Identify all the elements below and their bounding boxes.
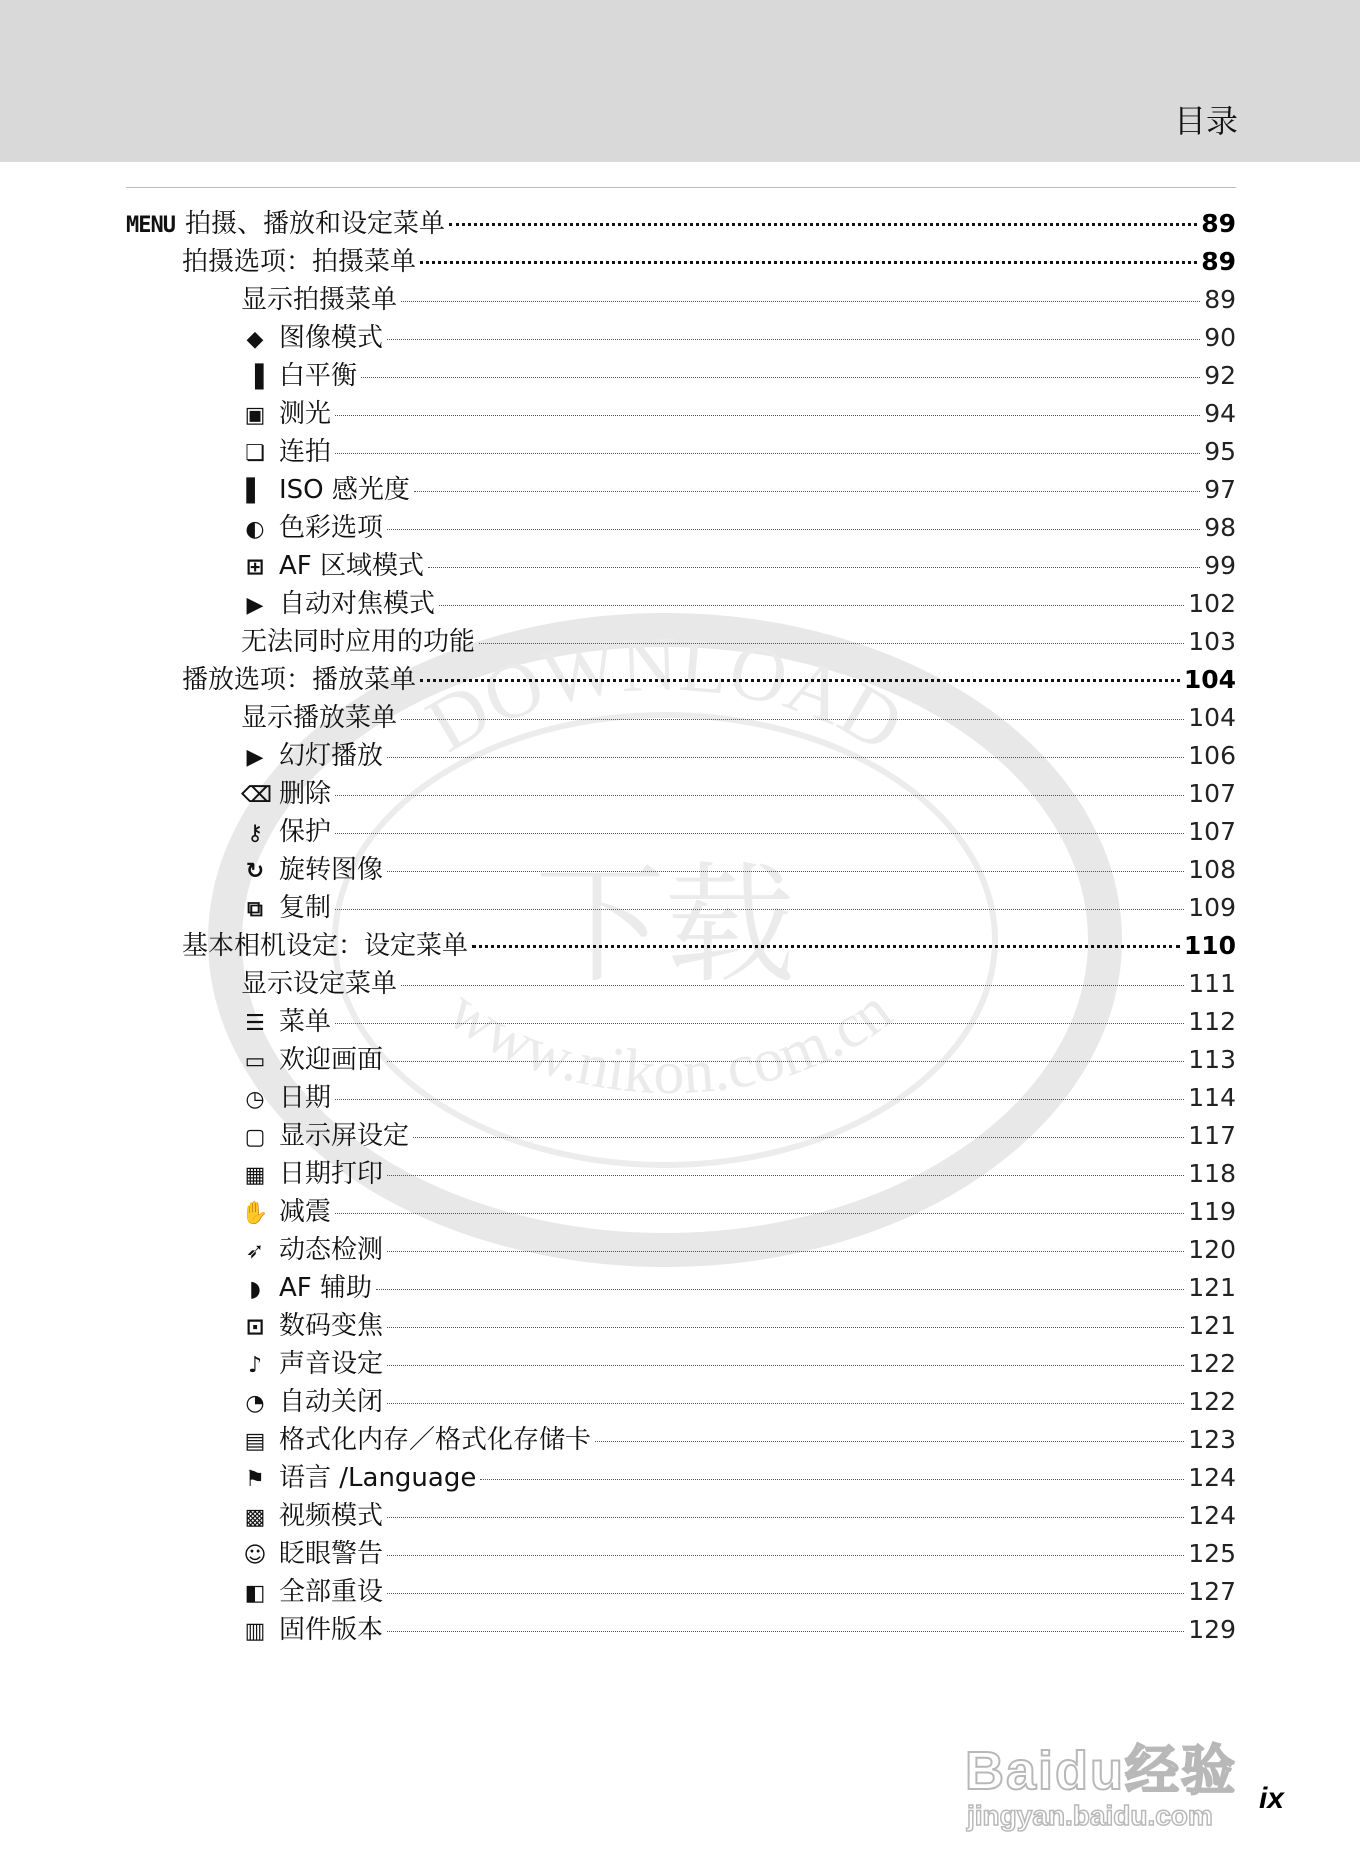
dot-leader — [335, 1213, 1184, 1214]
toc-entry[interactable] — [126, 1117, 1236, 1155]
toc-entry-label: 全部重设 — [279, 1577, 384, 1607]
dot-leader — [335, 415, 1200, 416]
af-area-icon: ⊞ — [245, 555, 265, 580]
toc-entry[interactable] — [126, 737, 1236, 775]
dot-leader — [335, 1099, 1184, 1100]
toc-entry-label: 语言 /Language — [279, 1463, 477, 1493]
autofocus-mode-icon: ▶ — [246, 593, 264, 618]
format-memory-card-icon: ▤ — [244, 1429, 266, 1454]
continuous-icon: ❏ — [245, 441, 265, 466]
toc-entry[interactable] — [126, 851, 1236, 889]
af-assist-icon: ◗ — [249, 1277, 261, 1302]
toc-entry[interactable] — [126, 357, 1236, 395]
toc-entry-label: 声音设定 — [279, 1349, 384, 1379]
monitor-settings-icon: ▢ — [244, 1125, 266, 1150]
language-icon: ⚑ — [245, 1467, 265, 1492]
image-mode-icon: ◆ — [246, 327, 264, 352]
dot-leader — [449, 223, 1197, 226]
toc-entry[interactable] — [126, 1041, 1236, 1079]
dot-leader — [414, 491, 1200, 492]
toc-entry[interactable] — [126, 243, 1236, 281]
toc-entry[interactable] — [126, 509, 1236, 547]
toc-entry[interactable] — [126, 1269, 1236, 1307]
toc-entry-label: 播放选项：播放菜单 — [182, 665, 417, 695]
protect-key-icon: ⚷ — [246, 821, 264, 846]
toc-entry[interactable] — [126, 1193, 1236, 1231]
dot-leader — [420, 679, 1180, 682]
digital-zoom-icon: ⊡ — [245, 1315, 265, 1340]
toc-entry-page: 107 — [1188, 779, 1236, 808]
toc-entry-label: 显示屏设定 — [279, 1121, 410, 1151]
toc-entry-label: 日期 — [279, 1083, 332, 1113]
toc-entry-label: 自动关闭 — [279, 1387, 384, 1417]
toc-entry[interactable] — [126, 205, 1236, 243]
toc-entry[interactable] — [126, 547, 1236, 585]
baidu-url: jingyan.baidu.com — [967, 1800, 1213, 1831]
dot-leader — [387, 1403, 1184, 1404]
toc-entry-page: 121 — [1188, 1311, 1236, 1340]
toc-entry-page: 121 — [1188, 1273, 1236, 1302]
toc-entry-page: 99 — [1204, 551, 1236, 580]
toc-entry-label: 测光 — [279, 399, 332, 429]
dot-leader — [401, 719, 1184, 720]
dot-leader — [387, 1517, 1184, 1518]
toc-entry-page: 122 — [1188, 1349, 1236, 1378]
toc-entry[interactable] — [126, 813, 1236, 851]
toc-entry-page: 89 — [1204, 285, 1236, 314]
toc-entry[interactable] — [126, 965, 1236, 1003]
toc-entry-label: 数码变焦 — [279, 1311, 384, 1341]
dot-leader — [387, 1251, 1184, 1252]
toc-entry-label: 日期打印 — [279, 1159, 384, 1189]
dot-leader — [439, 605, 1184, 606]
toc-entry[interactable] — [126, 1421, 1236, 1459]
welcome-screen-icon: ▭ — [244, 1049, 266, 1074]
toc-entry[interactable] — [126, 585, 1236, 623]
dot-leader — [387, 339, 1200, 340]
header-divider — [126, 187, 1236, 188]
page-title: 目录 — [1173, 102, 1238, 140]
toc-entry-page: 112 — [1188, 1007, 1236, 1036]
dot-leader — [401, 301, 1200, 302]
toc-entry[interactable] — [126, 281, 1236, 319]
toc-entry[interactable] — [126, 395, 1236, 433]
toc-entry-page: 123 — [1188, 1425, 1236, 1454]
toc-entry-page: 119 — [1188, 1197, 1236, 1226]
iso-icon: ▌ — [246, 479, 264, 504]
toc-entry[interactable] — [126, 1573, 1236, 1611]
table-of-contents — [126, 205, 1236, 1649]
baidu-logo: Baidu经验 — [965, 1741, 1238, 1801]
menu-tag: MENU — [126, 213, 175, 238]
toc-entry-label: 格式化内存／格式化存储卡 — [279, 1425, 592, 1455]
toc-entry-label: 菜单 — [279, 1007, 332, 1037]
toc-entry-label: 减震 — [279, 1197, 332, 1227]
toc-entry[interactable] — [126, 1383, 1236, 1421]
toc-entry-page: 114 — [1188, 1083, 1236, 1112]
toc-entry-page: 106 — [1188, 741, 1236, 770]
toc-entry[interactable] — [126, 1459, 1236, 1497]
metering-icon: ▣ — [244, 403, 266, 428]
dot-leader — [472, 945, 1180, 948]
auto-off-icon: ◔ — [245, 1391, 265, 1416]
toc-entry-page: 118 — [1188, 1159, 1236, 1188]
dot-leader — [387, 757, 1184, 758]
dot-leader — [420, 261, 1197, 264]
page-number: ix — [1258, 1782, 1284, 1815]
firmware-version-icon: ▥ — [244, 1619, 266, 1644]
dot-leader — [401, 985, 1184, 986]
toc-entry-page: 110 — [1183, 931, 1236, 960]
toc-entry[interactable] — [126, 775, 1236, 813]
toc-entry-label: 色彩选项 — [279, 513, 384, 543]
toc-entry[interactable] — [126, 471, 1236, 509]
toc-entry-page: 94 — [1204, 399, 1236, 428]
dot-leader — [479, 643, 1184, 644]
toc-entry-page: 124 — [1188, 1501, 1236, 1530]
toc-entry[interactable] — [126, 1003, 1236, 1041]
dot-leader — [335, 909, 1184, 910]
toc-entry-label: 视频模式 — [279, 1501, 384, 1531]
dot-leader — [376, 1289, 1184, 1290]
toc-entry-label: 欢迎画面 — [279, 1045, 384, 1075]
color-options-icon: ◐ — [245, 517, 265, 542]
toc-entry-label: 幻灯播放 — [279, 741, 384, 771]
toc-entry-page: 92 — [1204, 361, 1236, 390]
toc-entry-page: 113 — [1188, 1045, 1236, 1074]
toc-entry-page: 89 — [1201, 209, 1236, 238]
date-imprint-icon: ▦ — [244, 1163, 266, 1188]
toc-entry-page: 98 — [1204, 513, 1236, 542]
toc-entry-label: 显示拍摄菜单 — [241, 285, 398, 315]
vibration-reduction-icon: ✋ — [241, 1201, 269, 1226]
sound-icon: ♪ — [247, 1353, 263, 1378]
dot-leader — [428, 567, 1200, 568]
toc-entry-page: 107 — [1188, 817, 1236, 846]
toc-entry-label: ISO 感光度 — [279, 475, 410, 505]
blink-warning-icon: ☺ — [243, 1543, 267, 1568]
toc-entry-label: AF 辅助 — [279, 1273, 373, 1303]
toc-entry-label: 删除 — [279, 779, 332, 809]
toc-entry[interactable] — [126, 433, 1236, 471]
copy-icon: ⧉ — [247, 897, 263, 922]
toc-entry[interactable] — [126, 1345, 1236, 1383]
toc-entry-label: 无法同时应用的功能 — [241, 627, 476, 657]
menu-icon: ☰ — [245, 1011, 265, 1036]
toc-entry-page: 129 — [1188, 1615, 1236, 1644]
toc-entry-page: 111 — [1188, 969, 1236, 998]
toc-entry-label: 图像模式 — [279, 323, 384, 353]
slideshow-icon: ▶ — [246, 745, 264, 770]
toc-entry[interactable] — [126, 1307, 1236, 1345]
toc-entry[interactable] — [126, 623, 1236, 661]
toc-entry-label: 复制 — [279, 893, 332, 923]
toc-entry-label: 基本相机设定：设定菜单 — [182, 931, 469, 961]
dot-leader — [387, 871, 1184, 872]
header-band — [0, 0, 1360, 162]
toc-entry-page: 104 — [1183, 665, 1236, 694]
dot-leader — [387, 1365, 1184, 1366]
toc-entry-page: 117 — [1188, 1121, 1236, 1150]
dot-leader — [361, 377, 1200, 378]
toc-entry-page: 127 — [1188, 1577, 1236, 1606]
toc-entry-page: 122 — [1188, 1387, 1236, 1416]
dot-leader — [335, 795, 1184, 796]
toc-entry[interactable] — [126, 319, 1236, 357]
toc-entry-label: 保护 — [279, 817, 332, 847]
dot-leader — [387, 529, 1200, 530]
toc-entry-label: 固件版本 — [279, 1615, 384, 1645]
dot-leader — [387, 1327, 1184, 1328]
toc-entry-page: 104 — [1188, 703, 1236, 732]
dot-leader — [595, 1441, 1184, 1442]
dot-leader — [480, 1479, 1184, 1480]
toc-entry-label: 显示设定菜单 — [241, 969, 398, 999]
rotate-image-icon: ↻ — [245, 859, 265, 884]
dot-leader — [335, 453, 1200, 454]
watermark-center-text: 下载 — [534, 849, 796, 1001]
toc-entry[interactable] — [126, 927, 1236, 965]
toc-entry-page: 125 — [1188, 1539, 1236, 1568]
delete-icon: ⌫ — [241, 783, 273, 808]
toc-entry-page: 103 — [1188, 627, 1236, 656]
white-balance-icon: ▐ — [246, 365, 264, 390]
dot-leader — [335, 833, 1184, 834]
toc-entry-page: 95 — [1204, 437, 1236, 466]
motion-detection-icon: ➶ — [245, 1239, 265, 1264]
toc-entry-page: 90 — [1204, 323, 1236, 352]
watermark-url-text: www.nikon.com.cn — [436, 975, 904, 1108]
toc-entry-page: 102 — [1188, 589, 1236, 618]
dot-leader — [335, 1023, 1184, 1024]
toc-entry-label: 自动对焦模式 — [279, 589, 436, 619]
toc-entry[interactable] — [126, 1535, 1236, 1573]
watermark-arc-text: DOWNLOAD — [412, 619, 918, 769]
toc-entry[interactable] — [126, 1231, 1236, 1269]
toc-entry-page: 124 — [1188, 1463, 1236, 1492]
toc-entry[interactable] — [126, 1611, 1236, 1649]
toc-entry-page: 120 — [1188, 1235, 1236, 1264]
toc-entry-label: 动态检测 — [279, 1235, 384, 1265]
toc-entry-label: 拍摄、播放和设定菜单 — [184, 209, 445, 239]
toc-entry[interactable] — [126, 1497, 1236, 1535]
toc-entry-label: 白平衡 — [279, 361, 358, 391]
toc-entry-label: AF 区域模式 — [279, 551, 425, 581]
toc-entry[interactable] — [126, 1079, 1236, 1117]
toc-entry-label: 连拍 — [279, 437, 332, 467]
toc-entry[interactable] — [126, 661, 1236, 699]
toc-entry[interactable] — [126, 699, 1236, 737]
toc-entry-label: 显示播放菜单 — [241, 703, 398, 733]
toc-entry-page: 109 — [1188, 893, 1236, 922]
reset-all-icon: ◧ — [244, 1581, 266, 1606]
toc-entry[interactable] — [126, 889, 1236, 927]
toc-entry-label: 旋转图像 — [279, 855, 384, 885]
toc-entry-page: 89 — [1201, 247, 1236, 276]
toc-entry-label: 拍摄选项：拍摄菜单 — [182, 247, 417, 277]
dot-leader — [387, 1555, 1184, 1556]
date-clock-icon: ◷ — [245, 1087, 265, 1112]
dot-leader — [387, 1631, 1184, 1632]
dot-leader — [387, 1061, 1184, 1062]
toc-entry[interactable] — [126, 1155, 1236, 1193]
dot-leader — [413, 1137, 1184, 1138]
toc-entry-page: 108 — [1188, 855, 1236, 884]
baidu-watermark — [965, 1680, 1285, 1840]
toc-entry-label: 眨眼警告 — [279, 1539, 384, 1569]
dot-leader — [387, 1175, 1184, 1176]
toc-entry-page: 97 — [1204, 475, 1236, 504]
video-mode-icon: ▩ — [244, 1505, 266, 1530]
dot-leader — [387, 1593, 1184, 1594]
